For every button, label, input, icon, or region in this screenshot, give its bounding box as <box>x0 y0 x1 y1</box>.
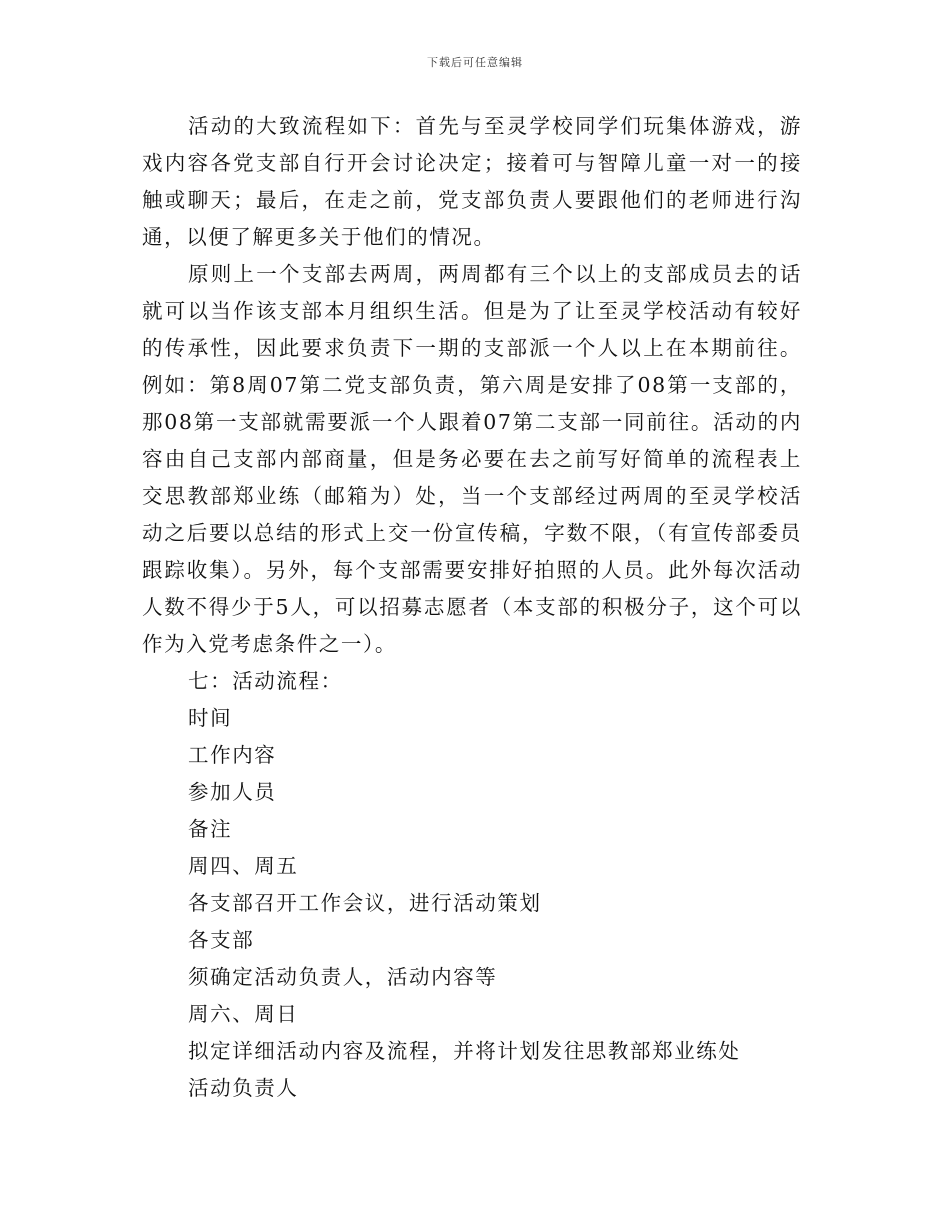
list-item: 各支部 <box>188 928 255 952</box>
page-header: 下载后可任意编辑 <box>427 56 523 69</box>
list-item: 备注 <box>188 817 233 841</box>
list-item: 活动负责人 <box>188 1076 299 1100</box>
list-item: 参加人员 <box>188 780 277 804</box>
list-item: 各支部召开工作会议，进行活动策划 <box>188 891 542 915</box>
list-item: 拟定详细活动内容及流程，并将计划发往思教部郑业练处 <box>188 1039 741 1063</box>
list-item: 须确定活动负责人，活动内容等 <box>188 965 498 989</box>
paragraph-branch-rules: 原则上一个支部去两周，两周都有三个以上的支部成员去的话就可以当作该支部本月组织生活。但是为了让至灵学校活动有较好的传承性，因此要求负责下一期的支部派一个人以上在本期前往。例如：第8周07第二党支部负责，第六周是安排了08第一支部的，那08第一支部就需要派一个人跟着07第二支部一同前往。活动的内容由自己支部内部商量，但是务必要在去之前写好简单的流程表上交思教部郑业练（邮箱为）处，当一个支部经过两周的至灵学校活动之后要以总结的形式上交一份宣传稿，字数不限，（有宣传部委员跟踪收集）。另外，每个支部需要安排好拍照的人员。此外每次活动人数不得少于5人，可以招募志愿者（本支部的积极分子，这个可以作为入党考虑条件之一）。 <box>142 262 802 656</box>
section-heading: 七：活动流程： <box>188 669 343 693</box>
list-item: 时间 <box>188 706 233 730</box>
list-item: 周四、周五 <box>188 854 299 878</box>
paragraph-activity-overview: 活动的大致流程如下：首先与至灵学校同学们玩集体游戏，游戏内容各党支部自行开会讨论决定；接着可与智障儿童一对一的接触或聊天；最后，在走之前，党支部负责人要跟他们的老师进行沟通，以便了解更多关于他们的情况。 <box>142 114 802 249</box>
document-body <box>142 108 802 1107</box>
list-item: 工作内容 <box>188 743 277 767</box>
list-item: 周六、周日 <box>188 1002 299 1026</box>
